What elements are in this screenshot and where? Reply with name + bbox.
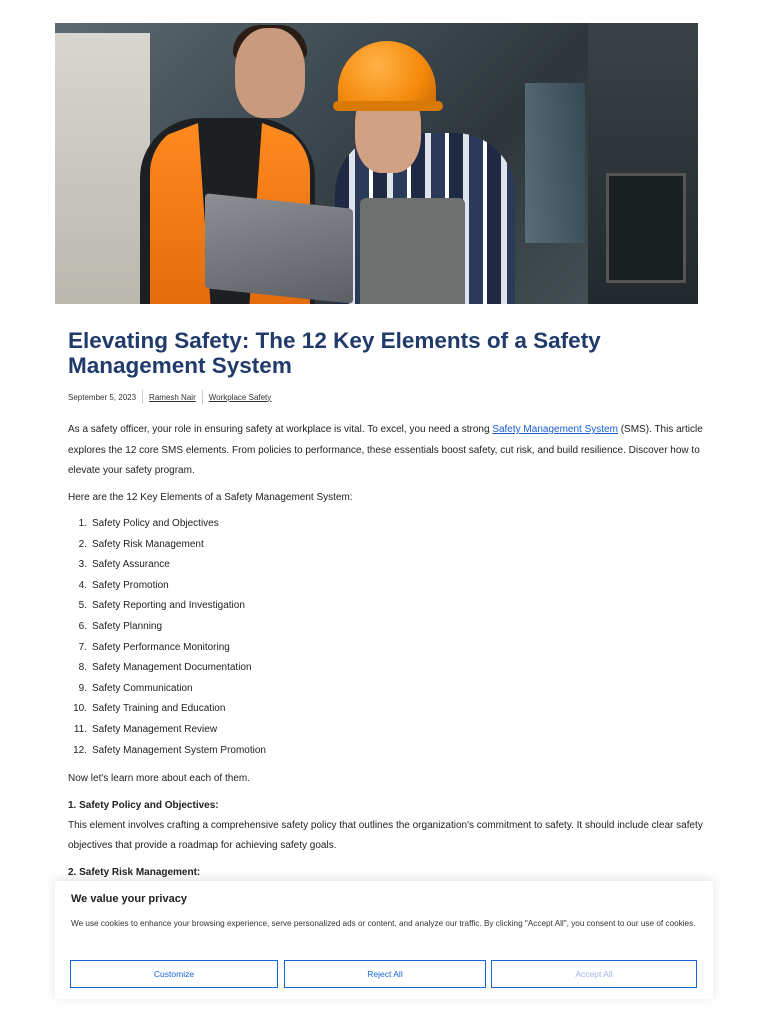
list-item: 8. Safety Management Documentation: [78, 662, 252, 674]
cookie-description: We use cookies to enhance your browsing experience, serve personalized ads or content, and analyze our traffic. By clicking "Accept All", you consent to our use of cookies.: [71, 919, 696, 928]
accept-all-button[interactable]: Accept All: [491, 960, 697, 988]
list-item: 5. Safety Reporting and Investigation: [78, 600, 245, 612]
hero-image: [55, 23, 698, 304]
list-item: 4. Safety Promotion: [78, 579, 169, 591]
list-item: 11. Safety Management Review: [73, 723, 218, 735]
section-heading: 2. Safety Risk Management:: [68, 866, 201, 878]
list-item: 9. Safety Communication: [78, 682, 193, 694]
category-link[interactable]: Workplace Safety: [208, 392, 272, 402]
hero-background-panel: [55, 33, 150, 304]
hero-laptop: [205, 193, 353, 304]
list-intro: Here are the 12 Key Elements of a Safety Management System:: [68, 491, 353, 503]
list-item: 12. Safety Management System Promotion: [73, 744, 266, 756]
hero-background-pipe: [525, 83, 585, 243]
author-link[interactable]: Ramesh Nair: [149, 392, 196, 402]
transition-text: Now let's learn more about each of them.: [68, 773, 251, 785]
elements-list: [68, 514, 703, 761]
section-body: This element involves crafting a comprehensive safety policy that outlines the organization's commitment to safety. It should include clear safety objectives that provide a roadmap for achieving safety goals.: [68, 819, 703, 852]
article-date: September 5, 2023: [68, 392, 137, 402]
list-item: 3. Safety Assurance: [78, 559, 170, 571]
sms-link[interactable]: Safety Management System: [492, 424, 618, 435]
hero-worker-head: [235, 28, 305, 118]
hero-hard-hat-brim: [333, 101, 443, 111]
article-body: [68, 420, 703, 883]
hero-machine-screen: [606, 173, 686, 283]
customize-button[interactable]: Customize: [70, 960, 278, 988]
article-title: Elevating Safety: The 12 Key Elements of a Safety Management System: [68, 328, 601, 378]
list-item: 7. Safety Performance Monitoring: [78, 641, 230, 653]
section-heading: 1. Safety Policy and Objectives:: [68, 799, 219, 811]
list-item: 6. Safety Planning: [78, 620, 163, 632]
list-item: 10. Safety Training and Education: [73, 703, 226, 715]
cookie-title: We value your privacy: [71, 893, 187, 905]
intro-paragraph: As a safety officer, your role in ensuring safety at workplace is vital. To excel, you need a strong Safety Management System (SMS). This article explores the 12 core SMS elements. From policies to performance, these essentials boost safety, cut risk, and build resilience. Discover how to elevate your safety program.: [68, 424, 703, 476]
hero-apron: [360, 198, 465, 304]
cookie-banner: [55, 881, 713, 999]
reject-all-button[interactable]: Reject All: [284, 960, 486, 988]
list-item: 2. Safety Risk Management: [78, 538, 204, 550]
list-item: 1. Safety Policy and Objectives: [78, 518, 219, 529]
article-meta: [68, 390, 277, 404]
